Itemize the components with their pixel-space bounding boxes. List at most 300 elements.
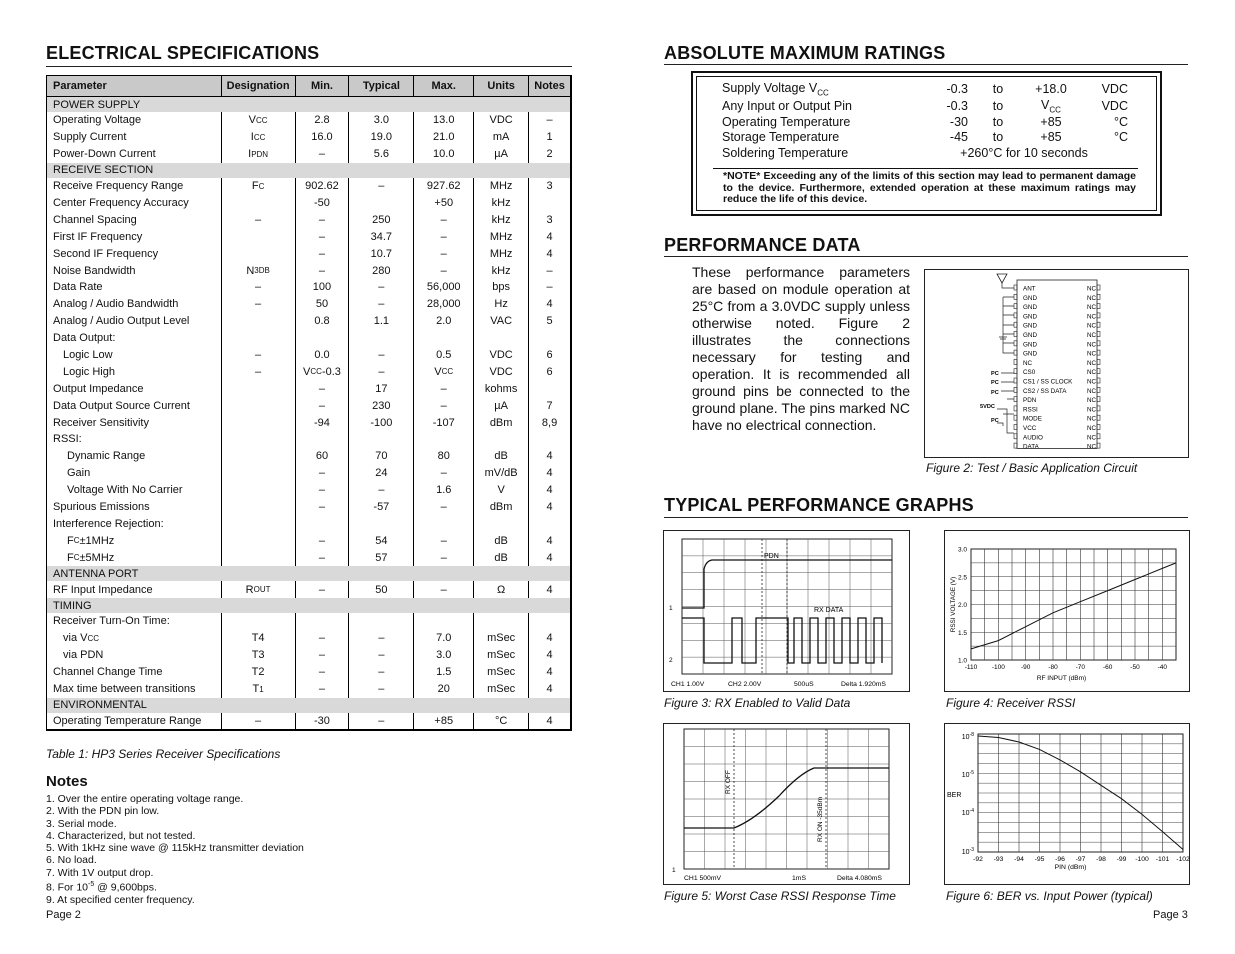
x-tick-label: -110 bbox=[964, 664, 978, 671]
pin-pad bbox=[1014, 285, 1017, 290]
trace-label: PDN bbox=[764, 553, 779, 560]
table-cell: – bbox=[295, 211, 349, 228]
pin-pad bbox=[1014, 397, 1017, 402]
table-row bbox=[47, 532, 570, 549]
column-header: Typical bbox=[348, 76, 413, 96]
x-tick-label: -98 bbox=[1096, 856, 1106, 863]
spec-table-body bbox=[47, 97, 570, 729]
table-cell: – bbox=[295, 681, 349, 698]
table-cell bbox=[528, 431, 570, 448]
table-cell: 56,000 bbox=[413, 279, 473, 296]
antenna-icon bbox=[997, 274, 1007, 283]
table-row bbox=[47, 613, 570, 630]
ground-bus bbox=[1003, 297, 1014, 353]
table-row bbox=[47, 129, 570, 146]
table-cell bbox=[295, 431, 349, 448]
amr-note: *NOTE* Exceeding any of the limits of this section may lead to permanent damage to the device. Furthermore, extended operation at these maximum ratings may reduce the life of this device. bbox=[723, 170, 1136, 205]
pin-label: GND bbox=[1023, 322, 1037, 330]
table-cell: 4 bbox=[528, 713, 570, 730]
column-header: Designation bbox=[221, 76, 295, 96]
x-tick-label: -95 bbox=[1034, 856, 1045, 863]
column-header: Min. bbox=[295, 76, 349, 96]
table-cell bbox=[221, 330, 295, 347]
x-tick-label: -96 bbox=[1055, 856, 1065, 863]
table-row bbox=[47, 581, 570, 598]
table-cell: V CC -0.3 bbox=[295, 363, 349, 380]
rssi-series-line bbox=[971, 563, 1176, 649]
table-cell: Data Rate bbox=[53, 281, 103, 294]
table-cell: MHz bbox=[473, 178, 528, 195]
y-axis-label: RSSI VOLTAGE (V) bbox=[950, 576, 957, 633]
table-cell: – bbox=[295, 228, 349, 245]
channel-marker: 1 bbox=[672, 867, 676, 874]
table-cell: dB bbox=[473, 448, 528, 465]
table-cell: – bbox=[348, 664, 413, 681]
table-row bbox=[47, 448, 570, 465]
table-cell: T3 bbox=[221, 647, 295, 664]
table-cell bbox=[295, 330, 349, 347]
y-tick-label: 2.5 bbox=[957, 574, 967, 582]
trace-label: RX DATA bbox=[814, 607, 844, 614]
table-cell: – bbox=[413, 211, 473, 228]
table-cell: I CC bbox=[221, 129, 295, 146]
table-section-row: POWER SUPPLY bbox=[47, 97, 570, 112]
pin-pad bbox=[1014, 313, 1017, 318]
pin-pad bbox=[1097, 378, 1100, 383]
table-cell bbox=[473, 330, 528, 347]
table-cell: VDC bbox=[473, 347, 528, 364]
notes-heading: Notes bbox=[46, 773, 88, 790]
pin-pad bbox=[1097, 285, 1100, 290]
nc-label: NC bbox=[1087, 397, 1097, 405]
table-cell bbox=[473, 515, 528, 532]
table-cell: – bbox=[295, 262, 349, 279]
table-cell: kHz bbox=[473, 195, 528, 212]
table-cell: Power-Down Current bbox=[53, 148, 156, 161]
heading-rule bbox=[664, 517, 1188, 518]
x-tick-label: -93 bbox=[993, 856, 1004, 863]
table-cell: – bbox=[413, 465, 473, 482]
table-cell: – bbox=[221, 363, 295, 380]
table-cell: – bbox=[221, 296, 295, 313]
nc-label: NC bbox=[1087, 341, 1097, 349]
table-cell: 2.0 bbox=[413, 313, 473, 330]
pin-pad bbox=[1097, 304, 1100, 309]
table-row bbox=[47, 211, 570, 228]
table-row bbox=[47, 330, 570, 347]
table-cell bbox=[413, 431, 473, 448]
table-cell: 4 bbox=[528, 448, 570, 465]
table-cell: – bbox=[348, 296, 413, 313]
table-cell: – bbox=[221, 211, 295, 228]
table-cell: – bbox=[348, 681, 413, 698]
table-cell: 902.62 bbox=[295, 178, 349, 195]
table-cell: – bbox=[295, 630, 349, 647]
y-tick-label: $10^{-3}$ bbox=[961, 847, 974, 856]
table-cell: 3 bbox=[528, 178, 570, 195]
column-header: Parameter bbox=[53, 80, 107, 92]
pin-pad bbox=[1097, 425, 1100, 430]
pin-pad bbox=[1097, 341, 1100, 346]
heading-rule bbox=[46, 66, 572, 67]
table-cell: Noise Bandwidth bbox=[53, 264, 136, 277]
amr-row: Soldering Temperature +260°C for 10 seconds bbox=[722, 145, 1088, 160]
x-tick-label: -70 bbox=[1075, 664, 1086, 671]
pin-label: CS1 / SS CLOCK bbox=[1023, 378, 1073, 386]
pin-pad bbox=[1097, 359, 1100, 364]
table-cell: kohms bbox=[473, 380, 528, 397]
pin-label: ANT bbox=[1023, 285, 1036, 293]
table-cell: 7.0 bbox=[413, 630, 473, 647]
y-tick-label: $10^{-8}$ bbox=[961, 732, 974, 741]
table-row bbox=[47, 313, 570, 330]
x-tick-label: -101 bbox=[1155, 856, 1170, 863]
pin-pad bbox=[1097, 322, 1100, 327]
table-cell bbox=[221, 448, 295, 465]
note-item: 9. At specified center frequency. bbox=[46, 893, 195, 906]
nc-label: NC bbox=[1087, 350, 1097, 358]
pin-pad bbox=[1014, 387, 1017, 392]
table-cell: Logic Low bbox=[63, 349, 113, 362]
table-row bbox=[47, 178, 570, 195]
table-cell bbox=[528, 330, 570, 347]
table-cell: 1.5 bbox=[413, 664, 473, 681]
table-cell: – bbox=[413, 581, 473, 598]
table-cell bbox=[295, 515, 349, 532]
table-cell: dBm bbox=[473, 499, 528, 516]
table-cell: 280 bbox=[348, 262, 413, 279]
table-cell: 34.7 bbox=[348, 228, 413, 245]
channel-marker: 1 bbox=[669, 605, 673, 612]
table-cell: Voltage With No Carrier bbox=[67, 484, 183, 497]
nc-label: NC bbox=[1087, 378, 1097, 386]
table-cell: – bbox=[348, 363, 413, 380]
pin-label: MODE bbox=[1023, 415, 1042, 423]
amr-row: Any Input or Output Pin -0.3 to $V_{CC}$ VDC bbox=[722, 97, 1128, 114]
table-cell: Second IF Frequency bbox=[53, 247, 159, 260]
pin-label: AUDIO bbox=[1023, 434, 1043, 442]
table-cell: – bbox=[413, 499, 473, 516]
table-cell: µA bbox=[473, 397, 528, 414]
pin-pad bbox=[1014, 332, 1017, 337]
table-cell bbox=[528, 195, 570, 212]
scope-footer-label: CH1 1.00V bbox=[671, 681, 705, 688]
nc-label: NC bbox=[1087, 294, 1097, 302]
x-tick-label: -102 bbox=[1176, 856, 1190, 863]
table-cell bbox=[413, 330, 473, 347]
table-cell: Dynamic Range bbox=[67, 450, 146, 463]
pin-label: GND bbox=[1023, 304, 1037, 312]
table-row bbox=[47, 195, 570, 212]
table-cell: – bbox=[295, 532, 349, 549]
table-cell: Center Frequency Accuracy bbox=[53, 197, 189, 209]
table-cell: 16.0 bbox=[295, 129, 349, 146]
table-cell: VAC bbox=[473, 313, 528, 330]
table-cell: Max time between transitions bbox=[53, 683, 196, 696]
table-cell: mSec bbox=[473, 681, 528, 698]
table-cell bbox=[348, 515, 413, 532]
pin-label: GND bbox=[1023, 341, 1037, 349]
table-cell: °C bbox=[473, 713, 528, 730]
side-label: PC bbox=[991, 418, 999, 424]
table-row bbox=[47, 279, 570, 296]
table-section-row: RECEIVE SECTION bbox=[47, 163, 570, 178]
nc-label: NC bbox=[1087, 434, 1097, 442]
column-header: Units bbox=[473, 76, 528, 96]
x-tick-label: -80 bbox=[1048, 664, 1058, 671]
table-cell bbox=[473, 431, 528, 448]
nc-label: NC bbox=[1087, 313, 1097, 321]
table-cell: Analog / Audio Output Level bbox=[53, 315, 190, 328]
table-cell: – bbox=[295, 664, 349, 681]
table-cell: Hz bbox=[473, 296, 528, 313]
notes-list bbox=[46, 793, 304, 906]
amr-row: Supply Voltage $V_{CC}$ -0.3 to +18.0 VDC bbox=[722, 81, 1128, 98]
note-item: 4. Characterized, but not tested. bbox=[46, 829, 196, 842]
table-cell bbox=[221, 613, 295, 630]
table-cell: 4 bbox=[528, 482, 570, 499]
trace-label: RX OFF bbox=[725, 770, 732, 794]
table-cell: Ω bbox=[473, 581, 528, 598]
x-tick-label: -90 bbox=[1020, 664, 1031, 671]
antenna-wire bbox=[1002, 283, 1014, 288]
table-cell: 0.8 bbox=[295, 313, 349, 330]
page-number-left: Page 2 bbox=[46, 909, 81, 921]
table-row bbox=[47, 363, 570, 380]
table-section-row: TIMING bbox=[47, 598, 570, 613]
table-cell: 2 bbox=[528, 146, 570, 163]
table-cell: Logic High bbox=[63, 365, 115, 378]
table-cell bbox=[221, 549, 295, 566]
table-cell: – bbox=[348, 630, 413, 647]
table-row bbox=[47, 713, 570, 730]
x-tick-label: -60 bbox=[1102, 664, 1113, 671]
table-cell: 60 bbox=[295, 448, 349, 465]
table-cell: First IF Frequency bbox=[53, 230, 143, 243]
pin-pad bbox=[1097, 387, 1100, 392]
note-item: 2. With the PDN pin low. bbox=[46, 805, 160, 818]
fig4-chart bbox=[944, 530, 1190, 692]
table-cell: mSec bbox=[473, 647, 528, 664]
table-cell: – bbox=[295, 549, 349, 566]
y-tick-label: $10^{-5}$ bbox=[961, 770, 974, 779]
table-cell: Output Impedance bbox=[53, 382, 144, 395]
table-cell: – bbox=[528, 279, 570, 296]
table-row bbox=[47, 647, 570, 664]
table-row bbox=[47, 499, 570, 516]
table-cell bbox=[221, 431, 295, 448]
table-cell: – bbox=[295, 482, 349, 499]
table-cell: 230 bbox=[348, 397, 413, 414]
table-cell: 21.0 bbox=[413, 129, 473, 146]
table-cell: Channel Change Time bbox=[53, 666, 163, 679]
table-cell: Receiver Turn-On Time: bbox=[53, 615, 170, 628]
scope-footer-label: 1mS bbox=[792, 875, 806, 882]
table-cell: T 1 bbox=[221, 681, 295, 698]
amr-table bbox=[722, 81, 1128, 161]
table-cell: – bbox=[295, 397, 349, 414]
table-cell: 4 bbox=[528, 549, 570, 566]
nc-label: NC bbox=[1087, 359, 1097, 367]
table-cell: kHz bbox=[473, 262, 528, 279]
table-row bbox=[47, 380, 570, 397]
scope-footer-label: 500uS bbox=[794, 681, 814, 688]
y-tick-label: 2.0 bbox=[957, 602, 967, 609]
amr-row: Storage Temperature -45 to +85 °C bbox=[722, 130, 1128, 145]
table-cell: -50 bbox=[295, 195, 349, 212]
table-cell: RSSI: bbox=[53, 433, 82, 446]
scope-footer-label: CH1 500mV bbox=[684, 875, 722, 882]
control-wires bbox=[997, 373, 1014, 433]
table-cell: 4 bbox=[528, 681, 570, 698]
table-row bbox=[47, 431, 570, 448]
table-cell: 13.0 bbox=[413, 112, 473, 129]
y-tick-label: 3.0 bbox=[957, 546, 967, 554]
nc-label: NC bbox=[1087, 425, 1097, 432]
table-cell: Operating Temperature Range bbox=[53, 714, 202, 727]
table-section-row: ANTENNA PORT bbox=[47, 566, 570, 581]
pin-pad bbox=[1014, 406, 1017, 411]
pin-pad bbox=[1014, 425, 1017, 430]
table-cell: mSec bbox=[473, 664, 528, 681]
table-cell: VDC bbox=[473, 112, 528, 129]
table-cell: T4 bbox=[221, 630, 295, 647]
note-item: 6. No load. bbox=[46, 854, 97, 867]
pin-label: NC bbox=[1023, 359, 1033, 367]
pin-label: CS0 bbox=[1023, 369, 1036, 377]
table-cell: Data Output Source Current bbox=[53, 399, 190, 412]
pin-pad bbox=[1097, 415, 1100, 420]
table-cell: I PDN bbox=[221, 146, 295, 163]
table-cell: Gain bbox=[67, 467, 91, 480]
table-cell: R OUT bbox=[221, 581, 295, 598]
perf-heading: PERFORMANCE DATA bbox=[664, 235, 861, 255]
table-cell: 4 bbox=[528, 465, 570, 482]
table-cell bbox=[413, 515, 473, 532]
heading-rule bbox=[664, 256, 1188, 257]
table-cell bbox=[473, 613, 528, 630]
amr-row: Operating Temperature -30 to +85 °C bbox=[722, 114, 1128, 129]
table-cell bbox=[221, 313, 295, 330]
table-cell bbox=[221, 245, 295, 262]
nc-label: NC bbox=[1087, 322, 1097, 330]
table-cell: 8,9 bbox=[528, 414, 570, 431]
table-cell: 4 bbox=[528, 647, 570, 664]
table-cell bbox=[413, 613, 473, 630]
side-label: 5VDC bbox=[980, 404, 995, 410]
table-cell: µA bbox=[473, 146, 528, 163]
y-axis-label: BER bbox=[947, 792, 962, 799]
table-cell: – bbox=[528, 112, 570, 129]
table-cell: Data Output: bbox=[53, 332, 116, 345]
pin-pad bbox=[1097, 294, 1100, 299]
table-cell: – bbox=[221, 347, 295, 364]
table-cell: 17 bbox=[348, 380, 413, 397]
nc-label: NC bbox=[1087, 332, 1097, 339]
table-cell: Supply Current bbox=[53, 131, 127, 144]
x-tick-label: -99 bbox=[1116, 856, 1127, 863]
fig4-caption: Figure 4: Receiver RSSI bbox=[946, 696, 1076, 710]
y-tick-label: 1.0 bbox=[957, 657, 967, 665]
table-cell: +85 bbox=[413, 713, 473, 730]
nc-label: NC bbox=[1087, 406, 1097, 414]
pin-pad bbox=[1097, 443, 1100, 448]
fig6-caption: Figure 6: BER vs. Input Power (typical) bbox=[946, 889, 1153, 903]
x-tick-label: -100 bbox=[1135, 856, 1149, 863]
table-cell: V CC bbox=[413, 363, 473, 380]
table-cell: 4 bbox=[528, 228, 570, 245]
x-tick-label: -100 bbox=[991, 664, 1005, 671]
table-cell: 4 bbox=[528, 499, 570, 516]
table-row bbox=[47, 414, 570, 431]
circuit-diagram bbox=[924, 269, 1189, 458]
table-cell: MHz bbox=[473, 245, 528, 262]
table-cell: -107 bbox=[413, 414, 473, 431]
side-label: PC bbox=[991, 380, 999, 386]
table-cell: -100 bbox=[348, 414, 413, 431]
heading-rule bbox=[664, 64, 1188, 65]
table-cell bbox=[221, 499, 295, 516]
table-row bbox=[47, 549, 570, 566]
table-cell: 927.62 bbox=[413, 178, 473, 195]
table-cell: F C bbox=[221, 178, 295, 195]
amr-box bbox=[691, 71, 1162, 216]
table-cell: – bbox=[413, 549, 473, 566]
table-cell: Channel Spacing bbox=[53, 213, 137, 226]
pin-pad bbox=[1097, 369, 1100, 374]
fig6-chart bbox=[944, 723, 1190, 885]
table-cell: – bbox=[348, 178, 413, 195]
table-cell bbox=[528, 613, 570, 630]
fig2-caption: Figure 2: Test / Basic Application Circuit bbox=[926, 461, 1138, 475]
table-cell bbox=[221, 195, 295, 212]
table-cell bbox=[221, 482, 295, 499]
trace-label: RX ON -35dBm bbox=[817, 796, 824, 842]
pin-label: GND bbox=[1023, 350, 1037, 358]
x-tick-label: -97 bbox=[1075, 856, 1086, 863]
scope-footer-label: CH2 2.00V bbox=[728, 681, 762, 688]
table-cell: – bbox=[348, 647, 413, 664]
table-cell: – bbox=[295, 499, 349, 516]
table-cell: 0.5 bbox=[413, 347, 473, 364]
side-label: PC bbox=[991, 371, 999, 377]
pin-pad bbox=[1097, 397, 1100, 402]
scope-footer-label: Delta 1.920mS bbox=[841, 681, 886, 688]
table-cell: 1.6 bbox=[413, 482, 473, 499]
table-row bbox=[47, 262, 570, 279]
x-axis-label: PIN (dBm) bbox=[1054, 864, 1087, 871]
table-cell: – bbox=[413, 228, 473, 245]
table-row bbox=[47, 681, 570, 698]
table-cell: 250 bbox=[348, 211, 413, 228]
graphs-heading: TYPICAL PERFORMANCE GRAPHS bbox=[664, 495, 974, 515]
table-row bbox=[47, 296, 570, 313]
table-cell bbox=[221, 465, 295, 482]
channel-marker: 2 bbox=[669, 657, 673, 664]
nc-label: NC bbox=[1087, 415, 1097, 423]
table-cell bbox=[528, 515, 570, 532]
table-cell: 4 bbox=[528, 581, 570, 598]
table-cell: 50 bbox=[348, 581, 413, 598]
table-cell: -94 bbox=[295, 414, 349, 431]
pin-label: GND bbox=[1023, 313, 1037, 321]
pin-pad bbox=[1014, 443, 1017, 448]
table-cell: +50 bbox=[413, 195, 473, 212]
side-label: PC bbox=[991, 390, 999, 396]
table-cell: 2.8 bbox=[295, 112, 349, 129]
nc-label: NC bbox=[1087, 369, 1097, 377]
table-section-row: ENVIRONMENTAL bbox=[47, 698, 570, 713]
